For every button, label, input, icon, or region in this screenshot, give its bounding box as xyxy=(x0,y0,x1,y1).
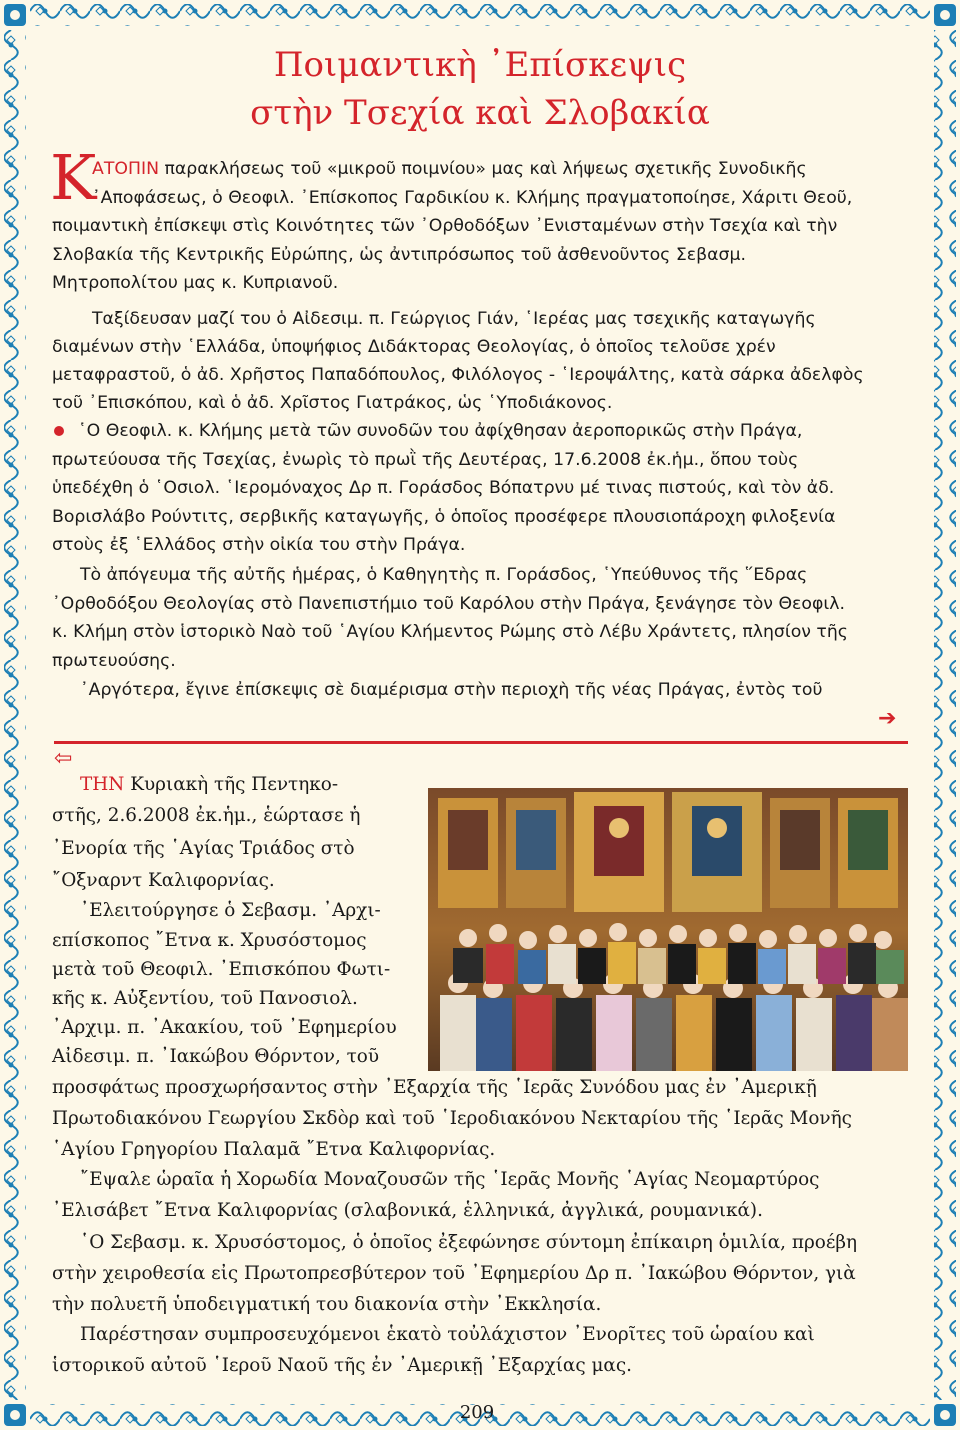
second-article-line: ᾿Ελισάβετ ῎Ετνα Καλιφορνίας (σλαβονικά, ἑλληνικά, ἀγγλικά, ρουμανικά). xyxy=(52,1200,763,1221)
second-article-line: ᾿Ενορία τῆς ῾Αγίας Τριάδος στὸ xyxy=(52,838,355,859)
article-line: ᾿Αργότερα, ἔγινε ἐπίσκεψις σὲ διαμέρισμα στὴν περιοχὴ τῆς νέας Πράγας, ἐντὸς τοῦ xyxy=(80,680,823,700)
article-title-line2: στὴν Τσεχία καὶ Σλοβακία xyxy=(250,93,710,133)
section-divider xyxy=(54,741,908,744)
second-article-line: ᾿Αρχιμ. π. ᾿Ακακίου, τοῦ ᾿Εφημερίου xyxy=(52,1017,397,1038)
page-number: 209 xyxy=(459,1402,495,1423)
second-article-line: ῾Ο Σεβασμ. κ. Χρυσόστομος, ὁ ὁποῖος ἐξεφώνησε σύντομη ἐπίκαιρη ὁμιλία, προέβη xyxy=(80,1232,858,1253)
arrow-left-icon[interactable]: ⇦ xyxy=(54,746,73,771)
article-line: ᾿Αποφάσεως, ὁ Θεοφιλ. ᾿Επίσκοπος Γαρδικίου κ. Κλήμης πραγματοποίησε, Χάριτι Θεοῦ, xyxy=(92,188,853,208)
lead-rest: Κυριακὴ τῆς Πεντηκο- xyxy=(124,774,339,795)
article-line: ῾Ο Θεοφιλ. κ. Κλήμης μετὰ τῶν συνοδῶν του ἀφίχθησαν ἀεροπορικῶς στὴν Πράγα, xyxy=(78,421,803,441)
second-article-line: τὴν πολυετῆ ὑποδειγματική του διακονία στὴν ᾿Εκκλησία. xyxy=(52,1294,602,1315)
article-line: μεταφραστοῦ, ὁ ἀδ. Χρῆστος Παπαδόπουλος, Φιλόλογος - ῾Ιεροψάλτης, κατὰ σάρκα ἀδελφὸς xyxy=(52,365,864,385)
article-line: ὑπεδέχθη ὁ ῾Οσιολ. ῾Ιερομόναχος Δρ π. Γοράσδος Βόπατρνυ μέ τινας πιστούς, καὶ τὸν ἀδ. xyxy=(52,478,835,498)
drop-cap: K xyxy=(50,141,97,214)
second-article-line: ῎Εψαλε ὡραῖα ἡ Χορωδία Μοναζουσῶν τῆς ῾Ιερᾶς Μονῆς ῾Αγίας Νεομαρτύρος xyxy=(80,1169,820,1190)
article-line: ποιμαντικὴ ἐπίσκεψι στὶς Κοινότητες τῶν ᾿Ορθοδόξων ᾿Ενισταμένων στὴν Τσεχία καὶ τὴν xyxy=(52,216,838,236)
second-article-line xyxy=(80,775,338,795)
article-line xyxy=(92,159,807,179)
article-line: Βορισλάβο Ρούντιτς, σερβικῆς καταγωγῆς, ὁ ὁποῖος προσέφερε πλουσιοπάροχη φιλοξενία xyxy=(52,507,836,527)
lead-rest: παρακλήσεως τοῦ «μικροῦ ποιμνίου» μας καὶ λήψεως σχετικῆς Συνοδικῆς xyxy=(159,159,807,179)
second-article-line: Παρέστησαν συμπροσευχόμενοι ἑκατὸ τοὐλάχιστον ᾿Ενορῖτες τοῦ ὡραίου καὶ xyxy=(80,1324,815,1345)
second-article-line: στῆς, 2.6.2008 ἐκ.ἡμ., ἑώρτασε ἡ xyxy=(52,805,361,826)
second-article-line: ῾Αγίου Γρηγορίου Παλαμᾶ ῎Ετνα Καλιφορνίας. xyxy=(52,1139,496,1160)
congregation-photo xyxy=(428,788,908,1071)
second-article-line: στὴν χειροθεσία εἰς Πρωτοπρεσβύτερον τοῦ ᾿Εφημερίου Δρ π. ᾿Ιακώβου Θόρντον, γιὰ xyxy=(52,1263,856,1284)
second-article-line: ῎Οξναρντ Καλιφορνίας. xyxy=(52,870,275,891)
article-line: ᾿Ορθοδόξου Θεολογίας στὸ Πανεπιστήμιο τοῦ Καρόλου στὴν Πράγα, ξενάγησε τὸν Θεοφιλ. xyxy=(52,594,845,614)
article-line: τοῦ ᾿Επισκόπου, καὶ ὁ ἀδ. Χρῖστος Γιατράκος, ὡς ῾Υποδιάκονος. xyxy=(52,393,613,413)
second-article-line: μετὰ τοῦ Θεοφιλ. ᾿Επισκόπου Φωτι- xyxy=(52,959,391,980)
second-article-line: ἱστορικοῦ αὐτοῦ ῾Ιεροῦ Ναοῦ τῆς ἐν ᾿Αμερικῇ ᾿Εξαρχίας μας. xyxy=(52,1355,632,1376)
article-line: διαμένων στὴν ῾Ελλάδα, ὑποψήφιος Διδάκτορας Θεολογίας, ὁ ὁποῖος τελοῦσε χρέν xyxy=(52,337,776,357)
second-article-line: Πρωτοδιακόνου Γεωργίου Σκδὸρ καὶ τοῦ ῾Ιεροδιακόνου Νεκταρίου τῆς ῾Ιερᾶς Μονῆς xyxy=(52,1108,852,1129)
lead-word: ΤΗΝ xyxy=(80,774,125,795)
second-article-line: κῆς κ. Αὐξεντίου, τοῦ Πανοσιολ. xyxy=(52,988,358,1009)
article-line: Σλοβακία τῆς Κεντρικῆς Εὐρώπης, ὡς ἀντιπρόσωπος τοῦ ἀσθενοῦντος Σεβασμ. xyxy=(52,245,746,265)
second-article-line: επίσκοπος ῎Ετνα κ. Χρυσόστομος xyxy=(52,930,367,951)
second-article-line: ᾿Ελειτούργησε ὁ Σεβασμ. ᾿Αρχι- xyxy=(80,900,381,921)
second-article-line: Αἰδεσιμ. π. ᾿Ιακώβου Θόρντον, τοῦ xyxy=(52,1046,380,1067)
article-line: Μητροπολίτου μας κ. Κυπριανοῦ. xyxy=(52,273,339,293)
article-line: κ. Κλήμη στὸν ἱστορικὸ Ναὸ τοῦ ῾Αγίου Κλήμεντος Ρώμης στὸ Λέβυ Χράντετς, πλησίον τῆς xyxy=(52,622,848,642)
article-line: πρωτεύουσα τῆς Τσεχίας, ἐνωρὶς τὸ πρωῒ τῆς Δευτέρας, 17.6.2008 ἐκ.ἡμ., ὅπου τοὺς xyxy=(52,450,799,470)
lead-word: ΑΤΟΠΙΝ xyxy=(92,159,159,179)
article-line: πρωτευούσης. xyxy=(52,651,176,671)
bullet-icon xyxy=(54,426,64,436)
article-line: στοὺς ἐξ ῾Ελλάδος στὴν οἰκία του στὴν Πράγα. xyxy=(52,535,466,555)
arrow-right-icon[interactable]: ➔ xyxy=(878,706,897,731)
article-line: Ταξίδευσαν μαζί του ὁ Αἰδεσιμ. π. Γεώργιος Γιάν, ῾Ιερέας μας τσεχικῆς καταγωγῆς xyxy=(92,309,816,329)
article-title-line1: Ποιμαντικὴ ᾿Επίσκεψις xyxy=(273,45,687,85)
second-article-line: προσφάτως προσχωρήσαντος στὴν ᾿Εξαρχία τῆς ῾Ιερᾶς Συνόδου μας ἐν ᾿Αμερικῇ xyxy=(52,1077,817,1098)
article-line: Τὸ ἀπόγευμα τῆς αὐτῆς ἡμέρας, ὁ Καθηγητὴς π. Γοράσδος, ῾Υπεύθυνος τῆς ῞Εδρας xyxy=(80,565,808,585)
